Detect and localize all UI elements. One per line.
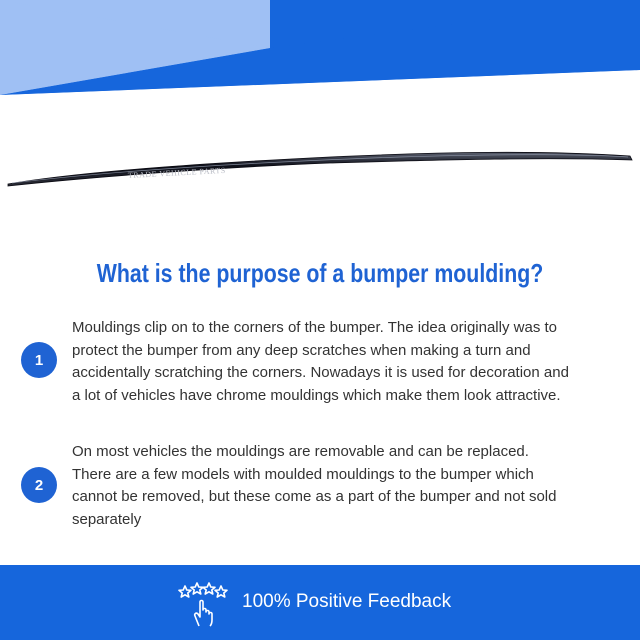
text-line: There are a few models with moulded mouldings to the bumper which [72, 465, 534, 483]
number-badge: 1 [21, 342, 57, 378]
footer-bar [0, 565, 640, 640]
point-text [72, 317, 617, 407]
text-line: accidentally scratching the corners. Nowadays it is used for decoration and [72, 364, 569, 381]
number-badge: 2 [21, 467, 57, 503]
top-banner [0, 0, 640, 140]
text-line: cannot be removed, but these come as a part of the bumper and not sold [72, 488, 557, 505]
text-line: a lot of vehicles have chrome mouldings which make them look attractive. [72, 386, 561, 404]
rating-stars-hand-icon [178, 582, 228, 628]
footer-label: 100% Positive Feedback [242, 591, 452, 612]
text-line: separately [72, 510, 142, 528]
text-line: protect the bumper from any deep scratches when making a turn and [72, 341, 531, 359]
section-heading: What is the purpose of a bumper moulding? [96, 258, 544, 288]
product-image [0, 130, 640, 200]
text-line: On most vehicles the mouldings are removable and can be replaced. [72, 443, 529, 460]
moulding-strip [8, 152, 632, 186]
watermark: TRADE VEHICLE PARTS [127, 165, 226, 180]
text-line: Mouldings clip on to the corners of the bumper. The idea originally was to [72, 319, 557, 336]
point-text [72, 441, 617, 531]
